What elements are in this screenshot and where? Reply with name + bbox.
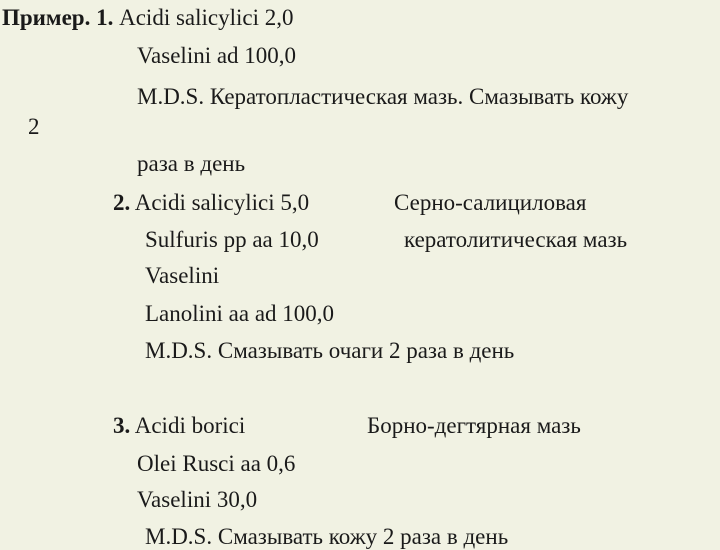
example3-drug3: Vaselini 30,0 (137, 487, 258, 512)
example3-name: Борно-дегтярная мазь (367, 413, 581, 438)
example1-heading: Пример. 1. (2, 5, 114, 30)
example2-drug4: Lanolini aa ad 100,0 (145, 301, 335, 326)
example3-number: 3. (113, 413, 131, 438)
example1-frequency-number: 2 (28, 114, 40, 139)
example1-drug1: Acidi salicylici 2,0 (119, 5, 294, 30)
example2-drug3: Vaselini (145, 263, 220, 288)
example2-line1 (113, 190, 309, 216)
example1-signa: M.D.S. Кератопластическая мазь. Смазывать кожу (137, 84, 629, 109)
example3-signa: M.D.S. Смазывать кожу 2 раза в день (145, 524, 509, 549)
example3-line1 (113, 413, 245, 439)
example1-drug2: Vaselini ad 100,0 (137, 43, 297, 68)
example3-drug2: Olei Rusci aa 0,6 (137, 451, 296, 476)
example2-name-line1: Серно-салициловая (394, 190, 587, 215)
example2-name-line2: кератолитическая мазь (404, 227, 628, 252)
example2-drug1: Acidi salicylici 5,0 (134, 190, 310, 215)
example1-frequency-text: раза в день (137, 151, 246, 176)
example2-signa: M.D.S. Смазывать очаги 2 раза в день (145, 338, 515, 363)
example2-drug2: Sulfuris pp aa 10,0 (145, 227, 319, 252)
example1-line1 (2, 5, 294, 31)
example2-number: 2. (113, 190, 131, 215)
example3-drug1: Acidi borici (134, 413, 246, 438)
